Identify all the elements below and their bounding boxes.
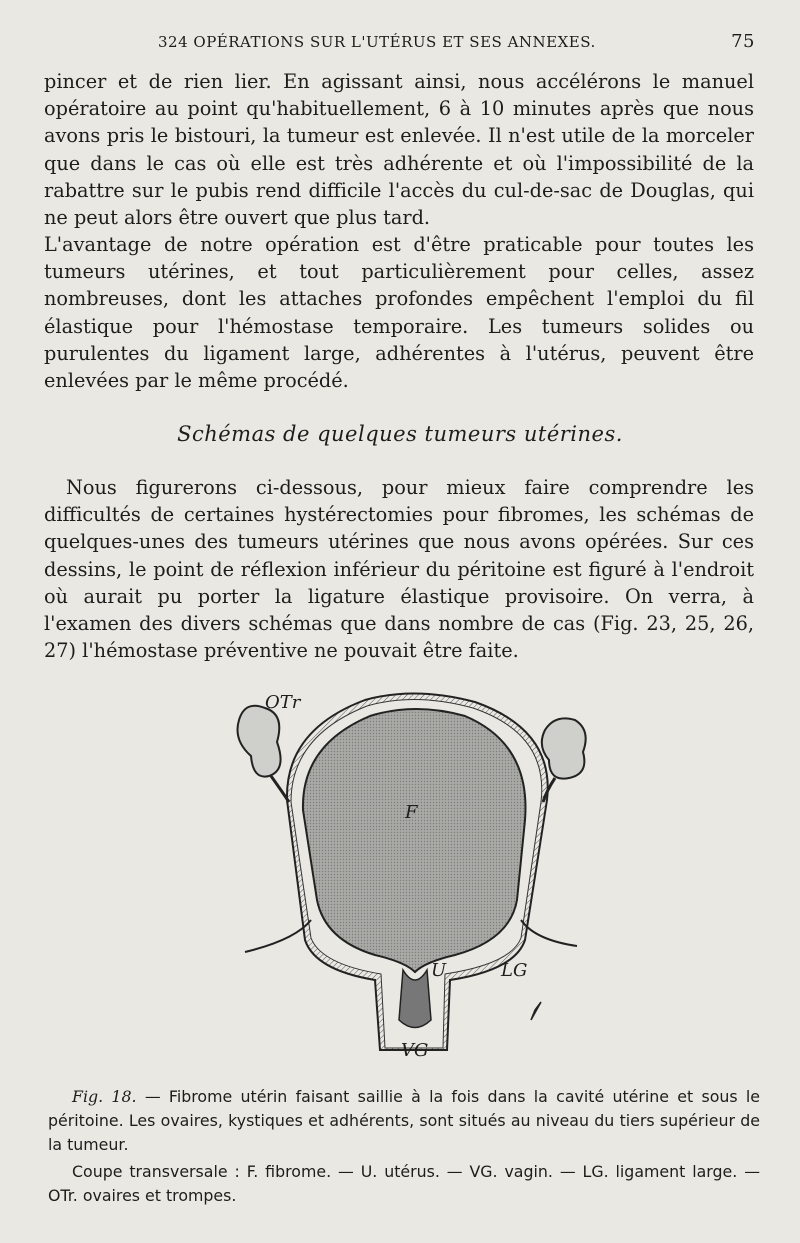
- left-ovary: [238, 706, 281, 777]
- legend-text: Coupe transversale : F. fibrome. — U. utérus. — VG. vagin. — LG. ligament large. — OTr. ovaires et trompes.: [48, 1162, 760, 1205]
- running-title: 324 OPÉRATIONS SUR L'UTÉRUS ET SES ANNEXES.: [158, 33, 596, 51]
- uterine-tumor-figure: [225, 690, 605, 1070]
- figure-legend: [48, 1160, 760, 1208]
- paragraph-text: Nous figurerons ci-dessous, pour mieux faire comprendre les difficultés de certaines hystérectomies pour fibromes, les schémas de quelques-unes des tumeurs utérines que nous avons opérées. Sur ces dessins, le point de réflexion inférieur du péritoine est figuré à l'endroit où aurait pu porter la ligature élastique provisoire. On verra, à l'examen des divers schémas que dans nombre de cas (Fig. 23, 25, 26, 27) l'hémostase préventive ne pouvait être faite.: [44, 476, 754, 663]
- broad-ligament-left: [245, 920, 311, 952]
- paragraph-text: L'avantage de notre opération est d'être praticable pour toutes les tumeurs utérines, et tout particulièrement pour celles, assez nombreuses, dont les attaches profondes empêchent l'emploi du fil élastique pour l'hémostase temporaire. Les tumeurs solides ou purulentes du ligament large, adhérentes à l'utérus, peuvent être enlevées par le même procédé.: [44, 233, 754, 393]
- broad-ligament-right: [521, 920, 577, 946]
- figure-reference: Fig. 18.: [72, 1087, 137, 1106]
- page-number: 75: [731, 31, 755, 52]
- uterus-schema-drawing: [225, 690, 605, 1070]
- caption-description: — Fibrome utérin faisant saillie à la fois dans la cavité utérine et sous le péritoine. Les ovaires, kystiques et adhérents, sont situés au niveau du tiers supérieur de la tumeur.: [48, 1087, 760, 1154]
- label-otr: OTr: [265, 692, 301, 713]
- paragraph-text: pincer et de rien lier. En agissant ainsi, nous accélérons le manuel opératoire au point qu'habituellement, 6 à 10 minutes après que nous avons pris le bistouri, la tumeur est enlevée. Il n'est utile de la morceler que dans le cas où elle est très adhérente et où l'impossibilité de la rabattre sur le pubis rend difficile l'accès du cul-de-sac de Douglas, qui ne peut alors être ouvert que plus tard.: [44, 70, 754, 230]
- paragraph-1: [44, 68, 754, 231]
- label-f: F: [405, 802, 418, 823]
- section-title: Schémas de quelques tumeurs utérines.: [177, 422, 623, 446]
- caption-text: [48, 1085, 760, 1157]
- fibroid-mass: [303, 709, 526, 972]
- paragraph-3: [44, 474, 754, 664]
- label-lg: LG: [501, 960, 528, 981]
- paragraph-2: [44, 231, 754, 394]
- figure-caption: [48, 1085, 760, 1157]
- right-ovary: [542, 718, 586, 778]
- label-vg: VG: [401, 1040, 429, 1061]
- label-u: U: [431, 960, 447, 981]
